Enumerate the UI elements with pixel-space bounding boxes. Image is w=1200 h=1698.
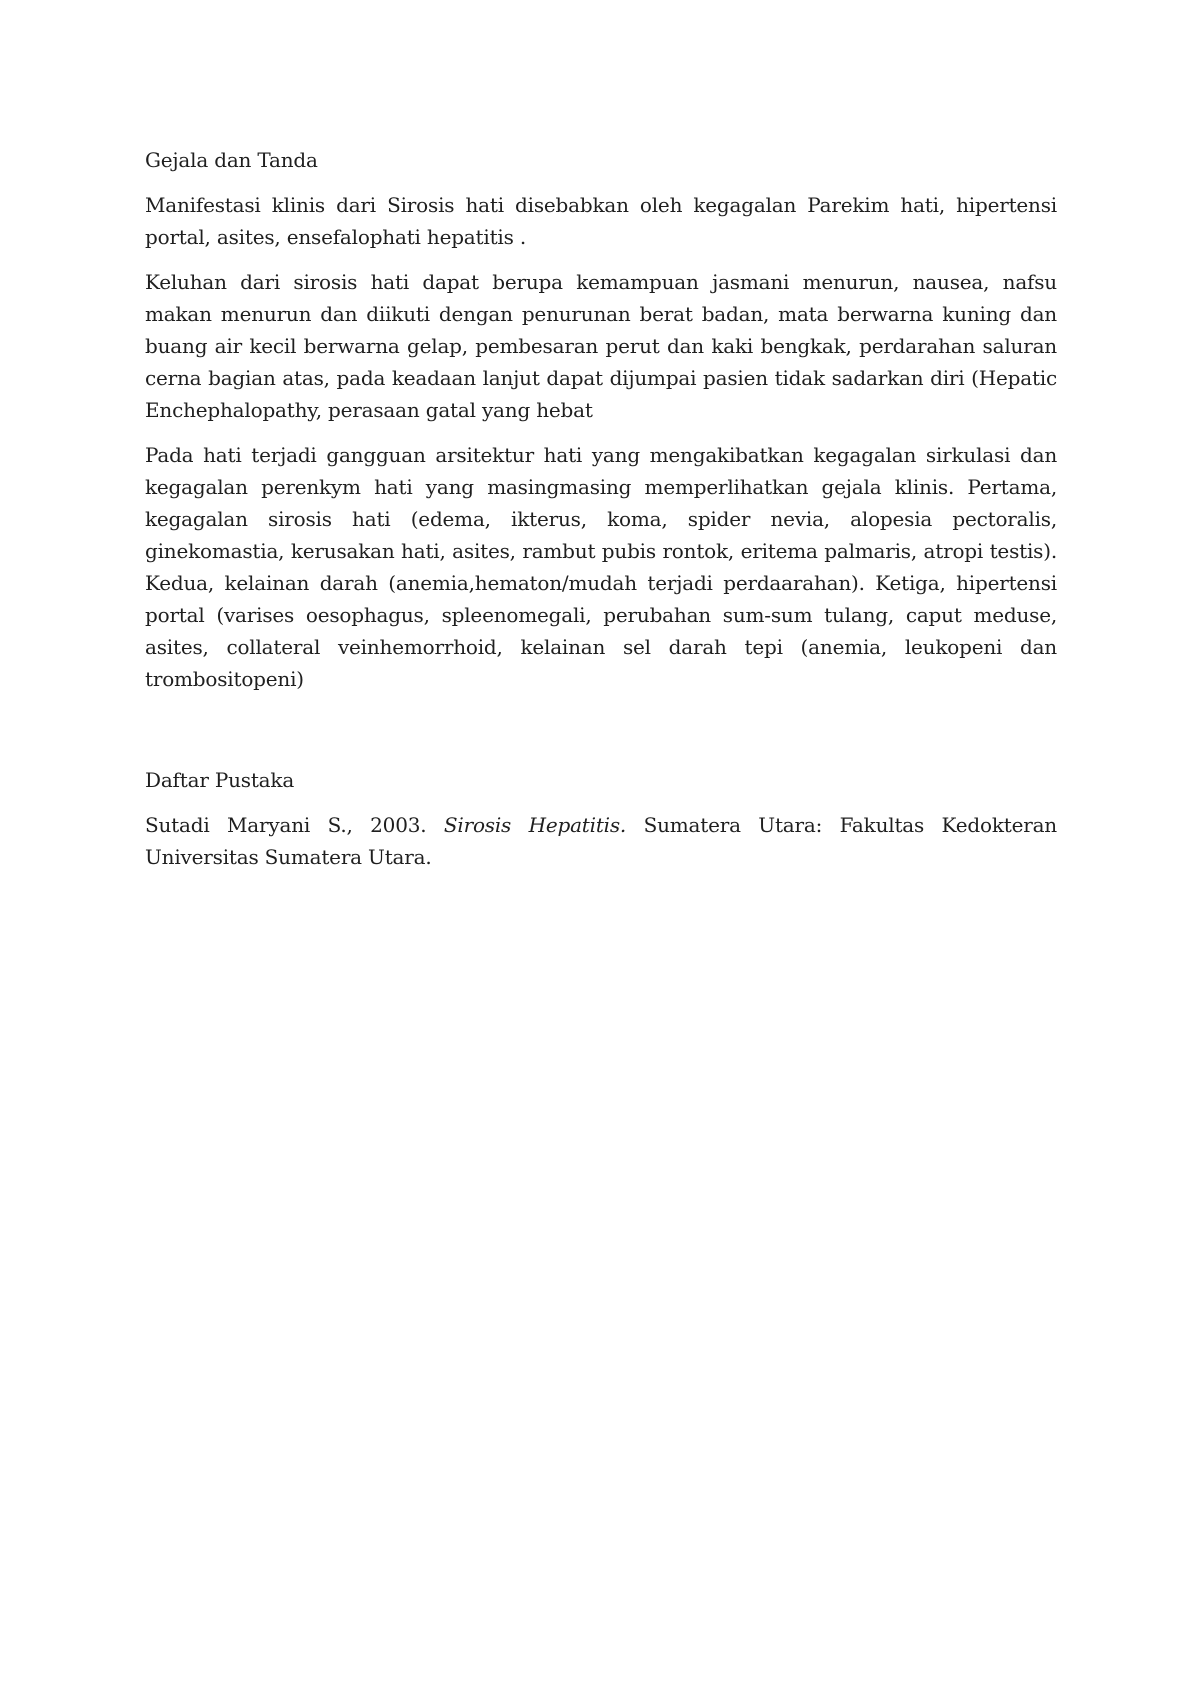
references-heading: Daftar Pustaka: [145, 768, 295, 792]
paragraph-manifestasi: Manifestasi klinis dari Sirosis hati disebabkan oleh kegagalan Parekim hati, hipertensi portal, asites, ensefalophati hepatitis .: [145, 193, 1057, 249]
reference-publisher: Sumatera Utara: Fakultas Kedokteran Universitas Sumatera Utara.: [145, 813, 1057, 869]
paragraph-gangguan: Pada hati terjadi gangguan arsitektur hati yang mengakibatkan kegagalan sirkulasi dan kegagalan perenkym hati yang masingmasing memperlihatkan gejala klinis. Pertama, kegagalan sirosis hati (edema, ikterus, koma, spider nevia, alopesia pectoralis, ginekomastia, kerusakan hati, asites, rambut pubis rontok, eritema palmaris, atropi testis). Kedua, kelainan darah (anemia,hematon/mudah terjadi perdaarahan). Ketiga, hipertensi portal (varises oesophagus, spleenomegali, perubahan sum-sum tulang, caput meduse, asites, collateral veinhemorrhoid, kelainan sel darah tepi (anemia, leukopeni dan trombositopeni): [145, 443, 1057, 691]
section-spacer: [145, 708, 1057, 764]
section-heading: Gejala dan Tanda: [145, 148, 318, 172]
reference-author-year: Sutadi Maryani S., 2003.: [145, 813, 444, 837]
reference-title: Sirosis Hepatitis.: [443, 813, 627, 837]
reference-entry: [145, 809, 1057, 873]
document-body: [145, 144, 1057, 873]
paragraph-keluhan: Keluhan dari sirosis hati dapat berupa kemampuan jasmani menurun, nausea, nafsu makan menurun dan diikuti dengan penurunan berat badan, mata berwarna kuning dan buang air kecil berwarna gelap, pembesaran perut dan kaki bengkak, perdarahan saluran cerna bagian atas, pada keadaan lanjut dapat dijumpai pasien tidak sadarkan diri (Hepatic Enchephalopathy, perasaan gatal yang hebat: [145, 270, 1057, 422]
